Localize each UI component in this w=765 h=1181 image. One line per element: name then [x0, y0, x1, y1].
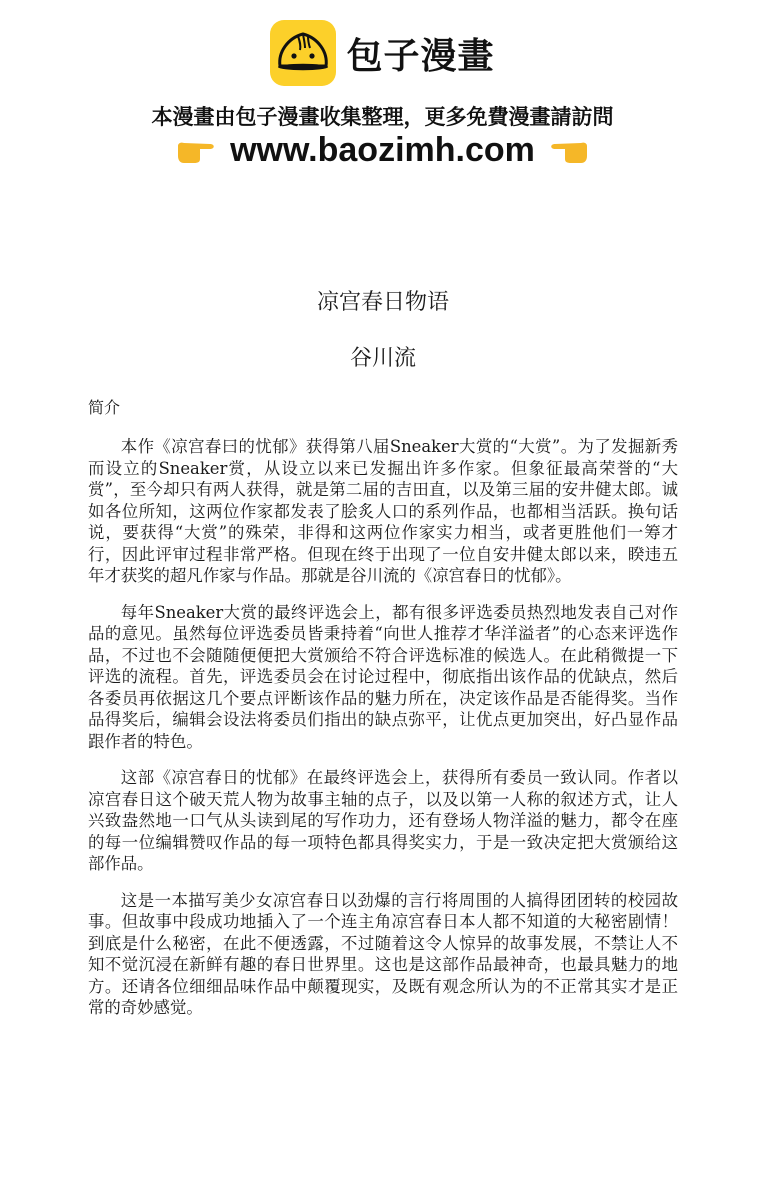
baozi-bun-icon: [270, 20, 336, 86]
watermark-banner: [0, 0, 765, 180]
book-author: 谷川流: [349, 346, 416, 371]
section-label: 简介: [88, 398, 121, 417]
url-row: [0, 131, 765, 170]
site-url-link[interactable]: www.baozimh.com: [230, 131, 535, 169]
paragraph: 这部《凉宫春日的忧郁》在最终评选会上，获得所有委员一致认同。作者以凉宫春日这个破天荒人物为故事主轴的点子，以及以第一人称的叙述方式，让人兴致盎然地一口气从头读到尾的写作功力，还有登场人物洋溢的魅力，都令在座的每一位编辑赞叹作品的每一项特色都具得奖实力，于是一致决定把大赏颁给这部作品。: [88, 768, 678, 873]
logo-row: [0, 20, 765, 86]
paragraph: 每年Sneaker大赏的最终评选会上，都有很多评选委员热烈地发表自己对作品的意见。虽然每位评选委员皆秉持着“向世人推荐才华洋溢者”的心态来评选作品，不过也不会随随便便把大赏颁给不符合评选标准的候选人。在此稍微提一下评选的流程。首先，评选委员会在讨论过程中，彻底指出该作品的优缺点，然后各委员再依据这几个要点评断该作品的魅力所在，决定该作品是否能得奖。当作品得奖后，编辑会设法将委员们指出的缺点弥平，让优点更加突出，好凸显作品跟作者的特色。: [88, 602, 678, 751]
document-body: [88, 286, 678, 1034]
paragraph: 本作《凉宫春曰的忧郁》获得第八届Sneaker大赏的“大赏”。为了发掘新秀而设立的Sneaker赏，从设立以来已发掘出许多作家。但象征最高荣誉的“大赏”，至今却只有两人获得，就是第二届的吉田直，以及第三届的安井健太郎。诚如各位所知，这两位作家都发表了脍炙人口的系列作品，也都相当活跃。换句话说，要获得“大赏”的殊荣，非得和这两位作家实力相当，或者更胜他们一筹才行，因此评审过程非常严格。但现在终于出现了一位自安井健太郎以来，睽违五年才获奖的超凡作家与作品。那就是谷川流的《凉宫春日的忧郁》。: [88, 437, 678, 585]
brand-name: 包子漫畫: [346, 35, 495, 77]
watermark-tagline: 本漫畫由包子漫畫收集整理，更多免費漫畫請訪問: [151, 105, 614, 129]
paragraph: 这是一本描写美少女凉宫春日以劲爆的言行将周围的人搞得团团转的校园故事。但故事中段成功地插入了一个连主角凉宫春日本人都不知道的大秘密剧情！到底是什么秘密，在此不便透露，不过随着这令人惊异的故事发展，不禁让人不知不觉沉浸在新鲜有趣的春日世界里。这也是这部作品最神奇，也最具魅力的地方。还请各位细细品味作品中颠覆现实，及既有观念所认为的不正常其实才是正常的奇妙感觉。: [88, 890, 678, 1017]
pointing-right-hand-icon: [174, 138, 218, 164]
pointing-left-hand-icon: [547, 138, 591, 164]
book-title: 凉宫春日物语: [316, 290, 449, 315]
